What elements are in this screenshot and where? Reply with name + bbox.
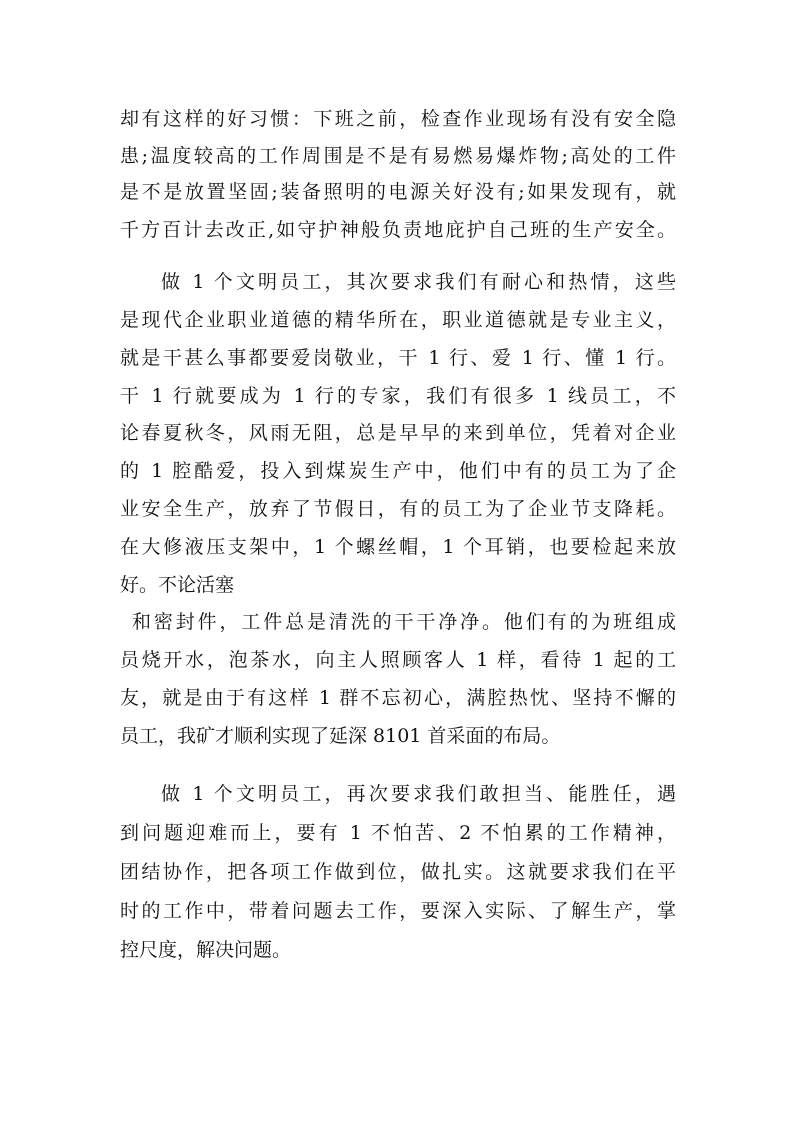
- text-line: 好。不论活塞: [120, 574, 235, 596]
- text-line: 业安全生产，放弃了节假日，有的员工为了企业节支降耗。: [120, 498, 676, 520]
- text-line: 到问题迎难而上，要有 1 不怕苦、2 不怕累的工作精神，: [120, 822, 676, 844]
- text-line: 干 1 行就要成为 1 行的专家，我们有很多 1 线员工，不: [120, 385, 676, 407]
- text-line: 千方百计去改正,如守护神般负责地庇护自己班的生产安全。: [120, 219, 676, 241]
- text-line: 是不是放置坚固;装备照明的电源关好没有;如果发现有，就: [120, 181, 676, 203]
- text-line: 患;温度较高的工作周围是不是有易燃易爆炸物;高处的工件: [120, 145, 676, 167]
- text-line: 团结协作，把各项工作做到位，做扎实。这就要求我们在平: [120, 861, 676, 883]
- text-line: 时的工作中，带着问题去工作，要深入实际、了解生产，掌: [120, 900, 676, 922]
- text-line: 的 1 腔酷爱，投入到煤炭生产中，他们中有的员工为了企: [120, 460, 676, 482]
- text-line: 却有这样的好习惯：下班之前，检查作业现场有没有安全隐: [120, 108, 676, 130]
- text-line: 员烧开水，泡茶水，向主人照顾客人 1 样，看待 1 起的工: [120, 649, 676, 671]
- paragraph-first-line: 做 1 个文明员工，再次要求我们敢担当、能胜任，遇: [161, 783, 676, 805]
- text-line: 控尺度，解决问题。: [120, 939, 292, 961]
- text-line: 友，就是由于有这样 1 群不忘初心，满腔热忱、坚持不懈的: [120, 687, 676, 709]
- paragraph-first-line: 做 1 个文明员工，其次要求我们有耐心和热情，这些: [161, 271, 676, 293]
- text-line: 论春夏秋冬，风雨无阻，总是早早的来到单位，凭着对企业: [120, 422, 676, 444]
- text-line: 是现代企业职业道德的精华所在，职业道德就是专业主义，: [120, 309, 676, 331]
- text-line: 就是干甚么事都要爱岗敬业，干 1 行、爱 1 行、懂 1 行。: [120, 347, 676, 369]
- paragraph-first-line: 和密封件，工件总是清洗的干干净净。他们有的为班组成: [132, 611, 676, 633]
- text-line: 在大修液压支架中，1 个螺丝帽，1 个耳销，也要检起来放: [120, 536, 676, 558]
- text-line: 员工，我矿才顺利实现了延深 8101 首采面的布局。: [120, 725, 561, 747]
